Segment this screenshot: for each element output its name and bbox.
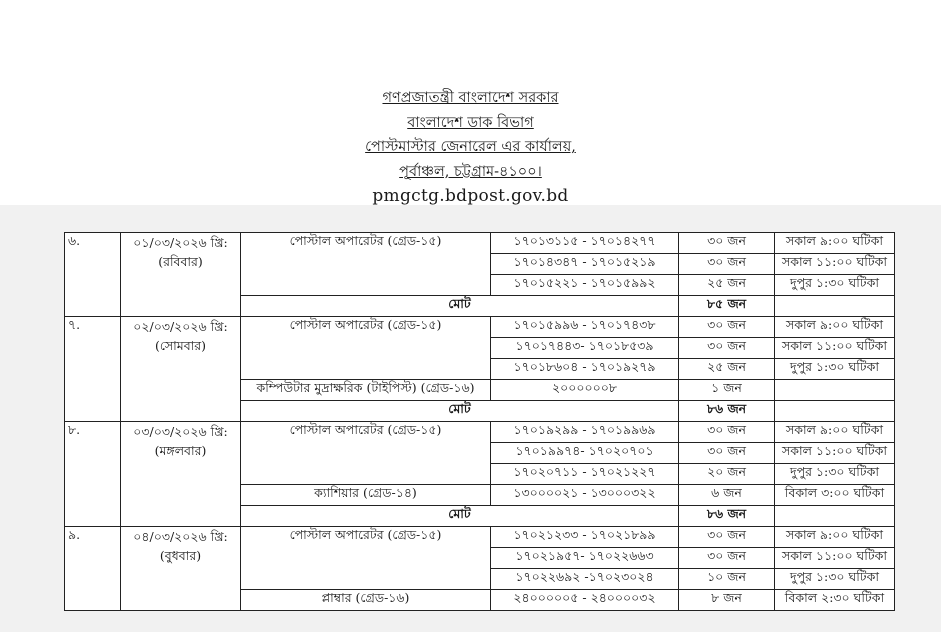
roll-range: ১৭০১৫৯৯৬ - ১৭০১৭৪৩৮ [491, 317, 679, 338]
table-row [65, 233, 895, 254]
roll-range: ১৭০১৭৪৪৩- ১৭০১৮৫৩৯ [491, 338, 679, 359]
total-label: মোট [241, 506, 679, 527]
post-name: পোস্টাল অপারেটর (গ্রেড-১৫) [241, 422, 491, 485]
roll-range: ১৭০১৯৯৭৪- ১৭০২০৭০১ [491, 443, 679, 464]
roll-range: ১৭০১৩১১৫ - ১৭০১৪২৭৭ [491, 233, 679, 254]
date-text: ০২/০৩/২০২৬ খ্রি: [133, 319, 228, 334]
exam-time: সকাল ৯:০০ ঘটিকা [775, 233, 895, 254]
serial-number: ৬. [65, 233, 121, 317]
empty-cell [775, 296, 895, 317]
exam-time: দুপুর ১:৩০ ঘটিকা [775, 569, 895, 590]
table-row [65, 422, 895, 443]
exam-time: বিকাল ৩:০০ ঘটিকা [775, 485, 895, 506]
header-address: পূর্বাঞ্চল, চট্টগ্রাম-৪১০০। [399, 163, 542, 180]
exam-time: দুপুর ১:৩০ ঘটিকা [775, 275, 895, 296]
candidate-count: ৩০ জন [679, 338, 775, 359]
candidate-count: ২৫ জন [679, 359, 775, 380]
document-header [0, 86, 941, 209]
roll-range: ১৭০২১৯৫৭- ১৭০২২৬৬৩ [491, 548, 679, 569]
exam-date [121, 317, 241, 422]
date-text: ০৩/০৩/২০২৬ খ্রি: [133, 424, 228, 439]
exam-time: সকাল ১১:০০ ঘটিকা [775, 548, 895, 569]
day-text: (সোমবার) [154, 338, 207, 353]
exam-schedule-table [64, 232, 895, 611]
total-count: ৮৫ জন [679, 296, 775, 317]
exam-date [121, 422, 241, 527]
candidate-count: ২০ জন [679, 464, 775, 485]
candidate-count: ১০ জন [679, 569, 775, 590]
total-count: ৮৬ জন [679, 401, 775, 422]
post-name: কম্পিউটার মুদ্রাক্ষরিক (টাইপিস্ট) (গ্রেড-১৬) [241, 380, 491, 401]
table-row [65, 527, 895, 548]
date-text: ০৪/০৩/২০২৬ খ্রি: [133, 529, 228, 544]
header-department: বাংলাদেশ ডাক বিভাগ [407, 114, 534, 131]
roll-range: ১৩০০০০২১ - ১৩০০০৩২২ [491, 485, 679, 506]
serial-number: ৮. [65, 422, 121, 527]
candidate-count: ৮ জন [679, 590, 775, 611]
exam-time: সকাল ৯:০০ ঘটিকা [775, 317, 895, 338]
table-row [65, 317, 895, 338]
post-name: প্লাম্বার (গ্রেড-১৬) [241, 590, 491, 611]
candidate-count: ৩০ জন [679, 317, 775, 338]
candidate-count: ৩০ জন [679, 233, 775, 254]
empty-cell [775, 401, 895, 422]
header-office: পোস্টমাস্টার জেনারেল এর কার্যালয়, [365, 139, 576, 155]
candidate-count: ৩০ জন [679, 527, 775, 548]
day-text: (মঙ্গলবার) [154, 443, 207, 458]
post-name: পোস্টাল অপারেটর (গ্রেড-১৫) [241, 317, 491, 380]
exam-time: সকাল ৯:০০ ঘটিকা [775, 527, 895, 548]
day-text: (বুধবার) [159, 548, 202, 563]
candidate-count: ৩০ জন [679, 422, 775, 443]
total-label: মোট [241, 296, 679, 317]
total-count: ৮৬ জন [679, 506, 775, 527]
candidate-count: ৩০ জন [679, 254, 775, 275]
roll-range: ১৭০১৯২৯৯ - ১৭০১৯৯৬৯ [491, 422, 679, 443]
exam-time: সকাল ১১:০০ ঘটিকা [775, 254, 895, 275]
candidate-count: ৬ জন [679, 485, 775, 506]
serial-number: ৯. [65, 527, 121, 611]
roll-range: ১৭০২০৭১১ - ১৭০২১২২৭ [491, 464, 679, 485]
exam-time: দুপুর ১:৩০ ঘটিকা [775, 464, 895, 485]
day-text: (রবিবার) [158, 254, 203, 269]
exam-date [121, 233, 241, 317]
roll-range: ১৭০১৪৩৪৭ - ১৭০১৫২১৯ [491, 254, 679, 275]
empty-cell [775, 506, 895, 527]
exam-time: সকাল ১১:০০ ঘটিকা [775, 338, 895, 359]
exam-date [121, 527, 241, 611]
post-name: পোস্টাল অপারেটর (গ্রেড-১৫) [241, 233, 491, 296]
exam-time [775, 380, 895, 401]
roll-range: ১৭০১৮৬০৪ - ১৭০১৯২৭৯ [491, 359, 679, 380]
serial-number: ৭. [65, 317, 121, 422]
roll-range: ১৭০১৫২২১ - ১৭০১৫৯৯২ [491, 275, 679, 296]
post-name: ক্যাশিয়ার (গ্রেড-১৪) [241, 485, 491, 506]
exam-time: দুপুর ১:৩০ ঘটিকা [775, 359, 895, 380]
candidate-count: ১ জন [679, 380, 775, 401]
roll-range: ১৭০২১২৩৩ - ১৭০২১৮৯৯ [491, 527, 679, 548]
roll-range: ২৪০০০০০৫ - ২৪০০০০৩২ [491, 590, 679, 611]
post-name: পোস্টাল অপারেটর (গ্রেড-১৫) [241, 527, 491, 590]
exam-time: বিকাল ২:৩০ ঘটিকা [775, 590, 895, 611]
roll-range: ১৭০২২৬৯২ -১৭০২৩০২৪ [491, 569, 679, 590]
exam-time: সকাল ৯:০০ ঘটিকা [775, 422, 895, 443]
candidate-count: ৩০ জন [679, 548, 775, 569]
header-government: গণপ্রজাতন্ত্রী বাংলাদেশ সরকার [382, 90, 559, 106]
exam-time: সকাল ১১:০০ ঘটিকা [775, 443, 895, 464]
date-text: ০১/০৩/২০২৬ খ্রি: [133, 235, 228, 250]
candidate-count: ২৫ জন [679, 275, 775, 296]
roll-range: ২০০০০০০৮ [491, 380, 679, 401]
candidate-count: ৩০ জন [679, 443, 775, 464]
total-label: মোট [241, 401, 679, 422]
header-website: pmgctg.bdpost.gov.bd [372, 186, 569, 206]
